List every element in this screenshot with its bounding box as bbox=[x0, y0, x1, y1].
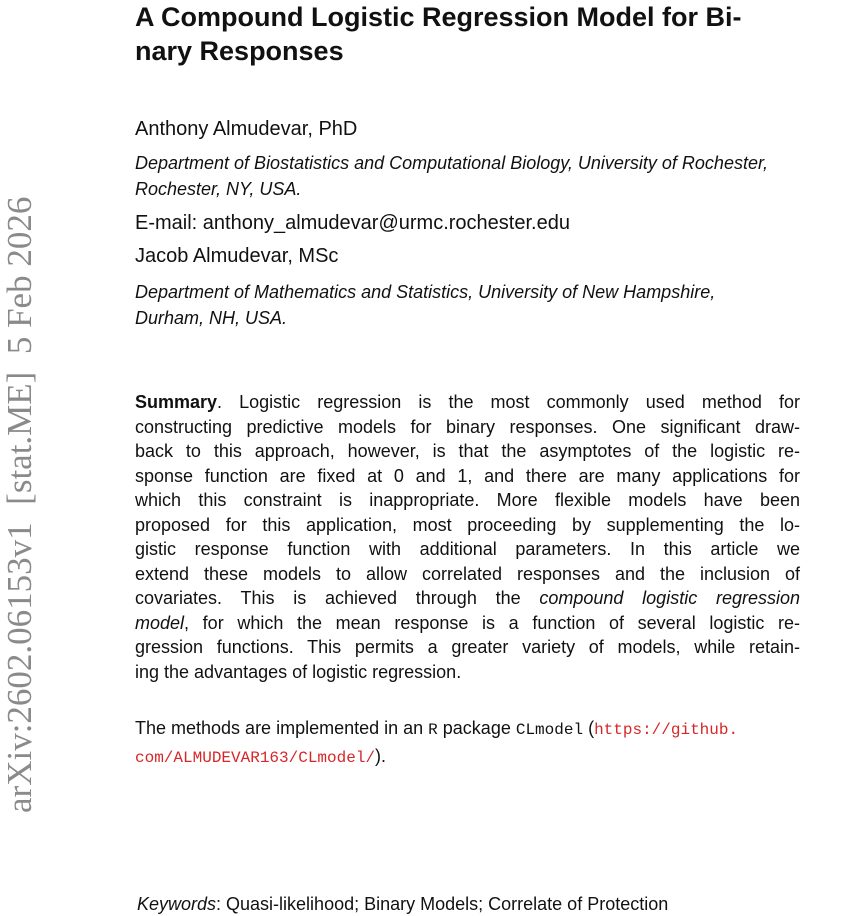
package-url-link-cont[interactable]: com/ALMUDEVAR163/CLmodel/ bbox=[135, 749, 376, 767]
summary-line: proposed for this application, most proceeding by supplementing the lo- bbox=[135, 514, 800, 535]
summary-line: constructing predictive models for binary responses. One significant draw- bbox=[135, 416, 800, 437]
summary-line: model, for which the mean response is a function of several logistic re- bbox=[135, 612, 800, 633]
author-affiliation-1 bbox=[135, 150, 768, 202]
summary-label: Summary bbox=[135, 392, 218, 412]
summary-line: covariates. This is achieved through the compound logistic regression bbox=[135, 588, 800, 608]
author-email: E-mail: anthony_almudevar@urmc.rochester.edu bbox=[135, 212, 570, 234]
affiliation-2-line-1: Department of Mathematics and Statistics, University of New Hampshire, bbox=[135, 282, 716, 302]
summary-emphasis-cont: model bbox=[135, 612, 185, 633]
summary-line: Summary. Logistic regression is the most commonly used method for bbox=[135, 392, 800, 412]
summary-line: back to this approach, however, is that the asymptotes of the logistic re- bbox=[135, 441, 800, 461]
summary-line: ing the advantages of logistic regression. bbox=[135, 661, 462, 682]
summary-line: gression functions. This permits a greater variety of models, while retain- bbox=[135, 637, 800, 657]
author-name-2: Jacob Almudevar, MSc bbox=[135, 245, 339, 267]
package-url-link[interactable]: https://github. bbox=[594, 721, 739, 739]
summary-line: extend these models to allow correlated responses and the inclusion of bbox=[135, 563, 800, 584]
methods-note bbox=[135, 715, 835, 771]
methods-line-1: The methods are implemented in an R package CLmodel (https://github. bbox=[135, 718, 739, 739]
affiliation-2-line-2: Durham, NH, USA. bbox=[135, 308, 288, 328]
author-name-1: Anthony Almudevar, PhD bbox=[135, 118, 358, 140]
summary-line: sponse function are fixed at 0 and 1, and there are many applications for bbox=[135, 465, 800, 486]
summary-line: gistic response function with additional parameters. In this article we bbox=[135, 539, 800, 559]
summary-emphasis: compound logistic regression bbox=[539, 588, 800, 608]
keywords-text: : Quasi-likelihood; Binary Models; Correlate of Protection bbox=[216, 894, 669, 914]
package-name: CLmodel bbox=[515, 721, 584, 739]
affiliation-1-line-1: Department of Biostatistics and Computational Biology, University of Rochester, bbox=[135, 153, 768, 173]
title-line-2: nary Responses bbox=[135, 36, 344, 66]
title-line-1: A Compound Logistic Regression Model for Bi- bbox=[135, 2, 742, 32]
affiliation-1-line-2: Rochester, NY, USA. bbox=[135, 179, 302, 199]
arxiv-stamp: arXiv:2602.06153v1 [stat.ME] 5 Feb 2026 bbox=[0, 196, 39, 813]
author-affiliation-2 bbox=[135, 279, 715, 331]
methods-line-2: com/ALMUDEVAR163/CLmodel/). bbox=[135, 746, 387, 767]
keywords bbox=[137, 892, 668, 916]
summary-line: which this constraint is inappropriate. More flexible models have been bbox=[135, 490, 800, 510]
keywords-label: Keywords bbox=[137, 894, 217, 914]
language-name: R bbox=[428, 721, 438, 739]
summary-paragraph bbox=[135, 390, 800, 684]
paper-title bbox=[135, 0, 815, 68]
